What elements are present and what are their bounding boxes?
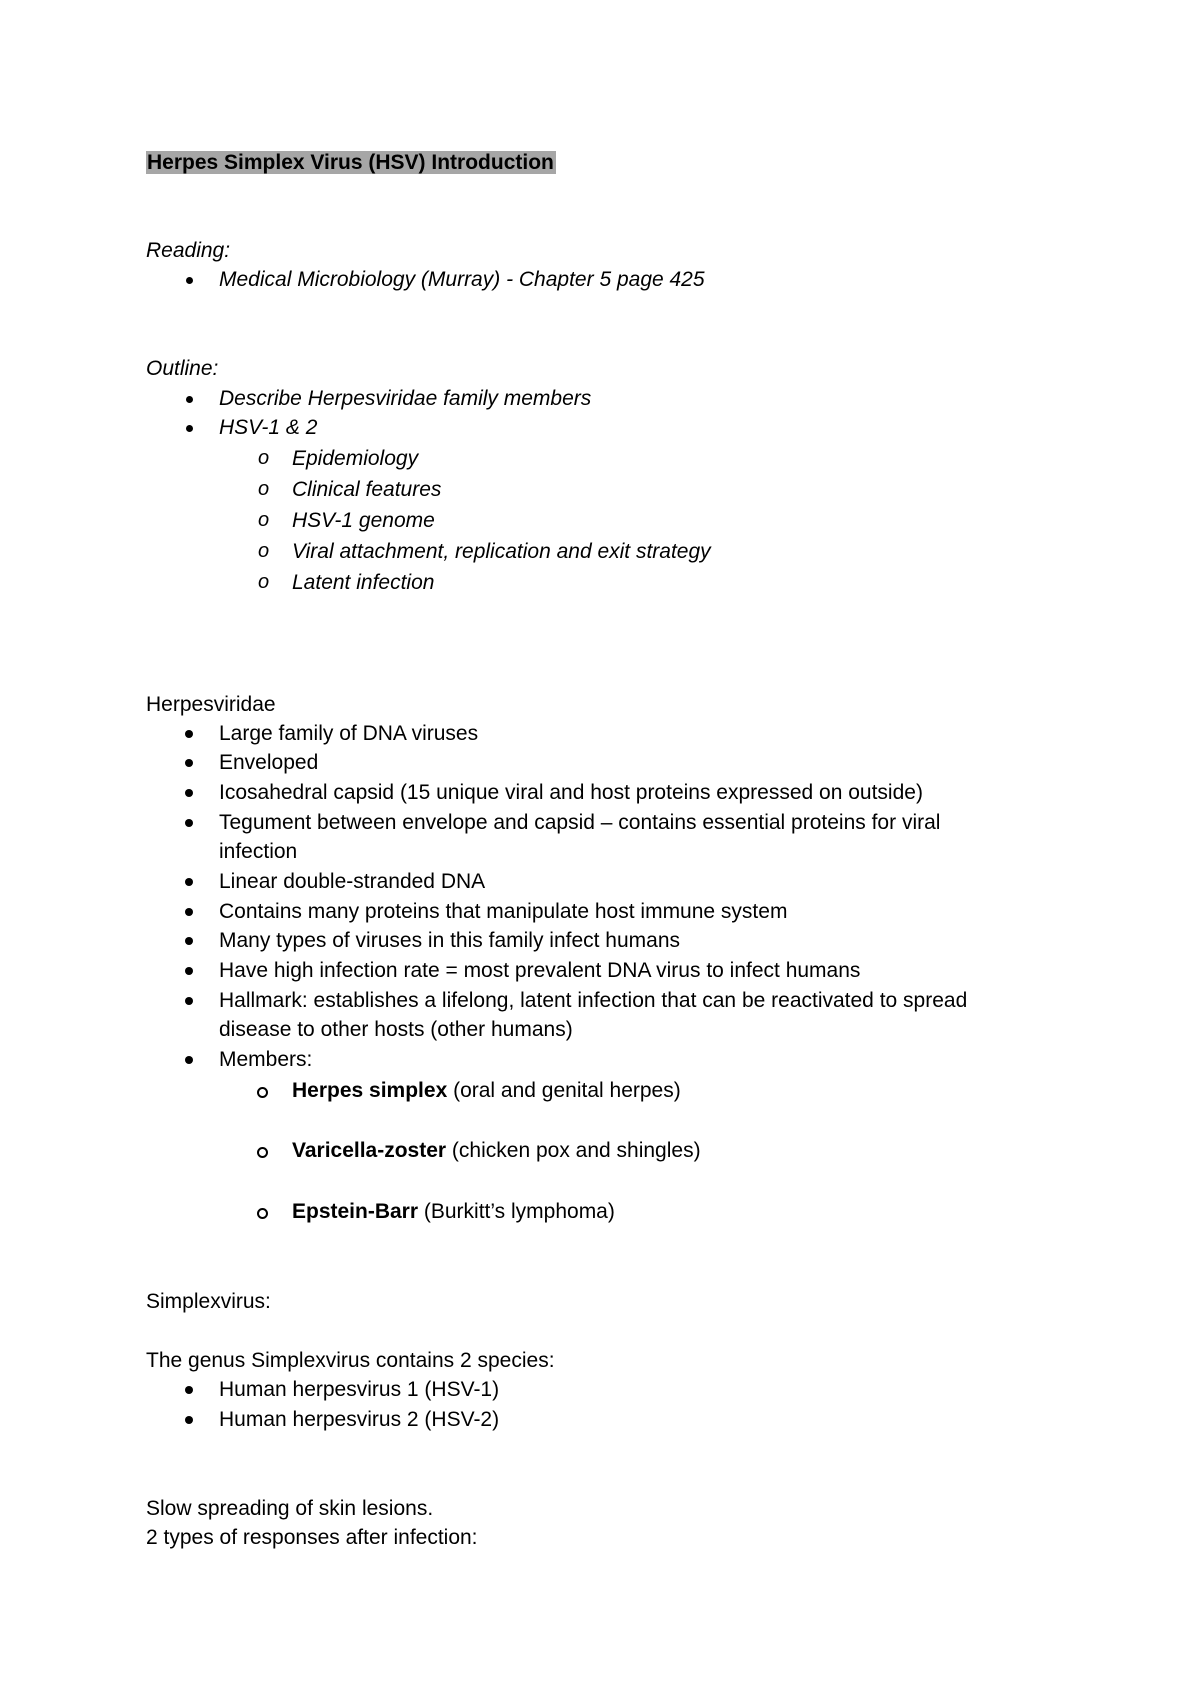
bullet-icon — [186, 425, 193, 432]
bullet-icon — [185, 1386, 193, 1394]
bullet-icon — [186, 396, 193, 403]
sub-bullet-icon: o — [258, 509, 270, 531]
bullet-icon — [185, 908, 193, 916]
bullet-icon — [185, 789, 193, 797]
document-title-row — [146, 148, 556, 177]
member-name: Epstein-Barr — [292, 1200, 419, 1223]
simplexvirus-item: Human herpesvirus 1 (HSV-1) — [219, 1378, 500, 1401]
bullet-icon — [185, 937, 193, 945]
bullet-icon — [185, 878, 193, 886]
outline-subitem: Viral attachment, replication and exit strategy — [292, 540, 711, 563]
herpesviridae-item: Enveloped — [219, 751, 319, 774]
outline-subitem: Epidemiology — [292, 447, 419, 470]
sub-bullet-icon — [257, 1147, 268, 1158]
herpesviridae-item: Members: — [219, 1048, 313, 1071]
simplexvirus-item: Human herpesvirus 2 (HSV-2) — [219, 1408, 500, 1431]
outline-subitem: HSV-1 genome — [292, 509, 435, 532]
reading-item: Medical Microbiology (Murray) - Chapter 5 page 425 — [219, 268, 705, 291]
outline-label: Outline: — [146, 357, 219, 380]
bullet-icon — [185, 759, 193, 767]
herpesviridae-item: Icosahedral capsid (15 unique viral and host proteins expressed on outside) — [219, 781, 923, 804]
bullet-icon — [185, 1056, 193, 1064]
member-desc: (Burkitt’s lymphoma) — [418, 1200, 615, 1223]
member-desc: (oral and genital herpes) — [447, 1079, 681, 1102]
member-item — [292, 1076, 681, 1105]
herpesviridae-item: Linear double-stranded DNA — [219, 870, 486, 893]
sub-bullet-icon: o — [258, 447, 270, 469]
sub-bullet-icon — [257, 1208, 268, 1219]
member-desc: (chicken pox and shingles) — [446, 1139, 701, 1162]
sub-bullet-icon: o — [258, 478, 270, 500]
body-text-line: 2 types of responses after infection: — [146, 1526, 478, 1549]
herpesviridae-item-continued: disease to other hosts (other humans) — [219, 1018, 573, 1041]
herpesviridae-item: Many types of viruses in this family infect humans — [219, 929, 681, 952]
member-name: Herpes simplex — [292, 1079, 448, 1102]
bullet-icon — [185, 819, 193, 827]
herpesviridae-heading: Herpesviridae — [146, 693, 276, 716]
simplexvirus-intro: The genus Simplexvirus contains 2 species: — [146, 1349, 555, 1372]
member-item — [292, 1197, 615, 1226]
sub-bullet-icon: o — [258, 540, 270, 562]
member-item — [292, 1136, 701, 1165]
outline-item: Describe Herpesviridae family members — [219, 387, 592, 410]
herpesviridae-item: Contains many proteins that manipulate host immune system — [219, 900, 788, 923]
sub-bullet-icon: o — [258, 571, 270, 593]
outline-subitem: Latent infection — [292, 571, 435, 594]
outline-subitem: Clinical features — [292, 478, 442, 501]
herpesviridae-item-continued: infection — [219, 840, 298, 863]
bullet-icon — [185, 967, 193, 975]
herpesviridae-item: Have high infection rate = most prevalent DNA virus to infect humans — [219, 959, 861, 982]
simplexvirus-heading: Simplexvirus: — [146, 1290, 271, 1313]
bullet-icon — [185, 997, 193, 1005]
herpesviridae-item: Large family of DNA viruses — [219, 722, 479, 745]
herpesviridae-item: Tegument between envelope and capsid – contains essential proteins for viral — [219, 811, 941, 834]
outline-item: HSV-1 & 2 — [219, 416, 318, 439]
document-title: Herpes Simplex Virus (HSV) Introduction — [147, 151, 554, 174]
bullet-icon — [185, 1416, 193, 1424]
reading-label: Reading: — [146, 239, 231, 262]
body-text-line: Slow spreading of skin lesions. — [146, 1497, 434, 1520]
sub-bullet-icon — [257, 1087, 268, 1098]
member-name: Varicella-zoster — [292, 1139, 447, 1162]
bullet-icon — [186, 277, 193, 284]
bullet-icon — [185, 730, 193, 738]
herpesviridae-item: Hallmark: establishes a lifelong, latent infection that can be reactivated to spread — [219, 989, 968, 1012]
